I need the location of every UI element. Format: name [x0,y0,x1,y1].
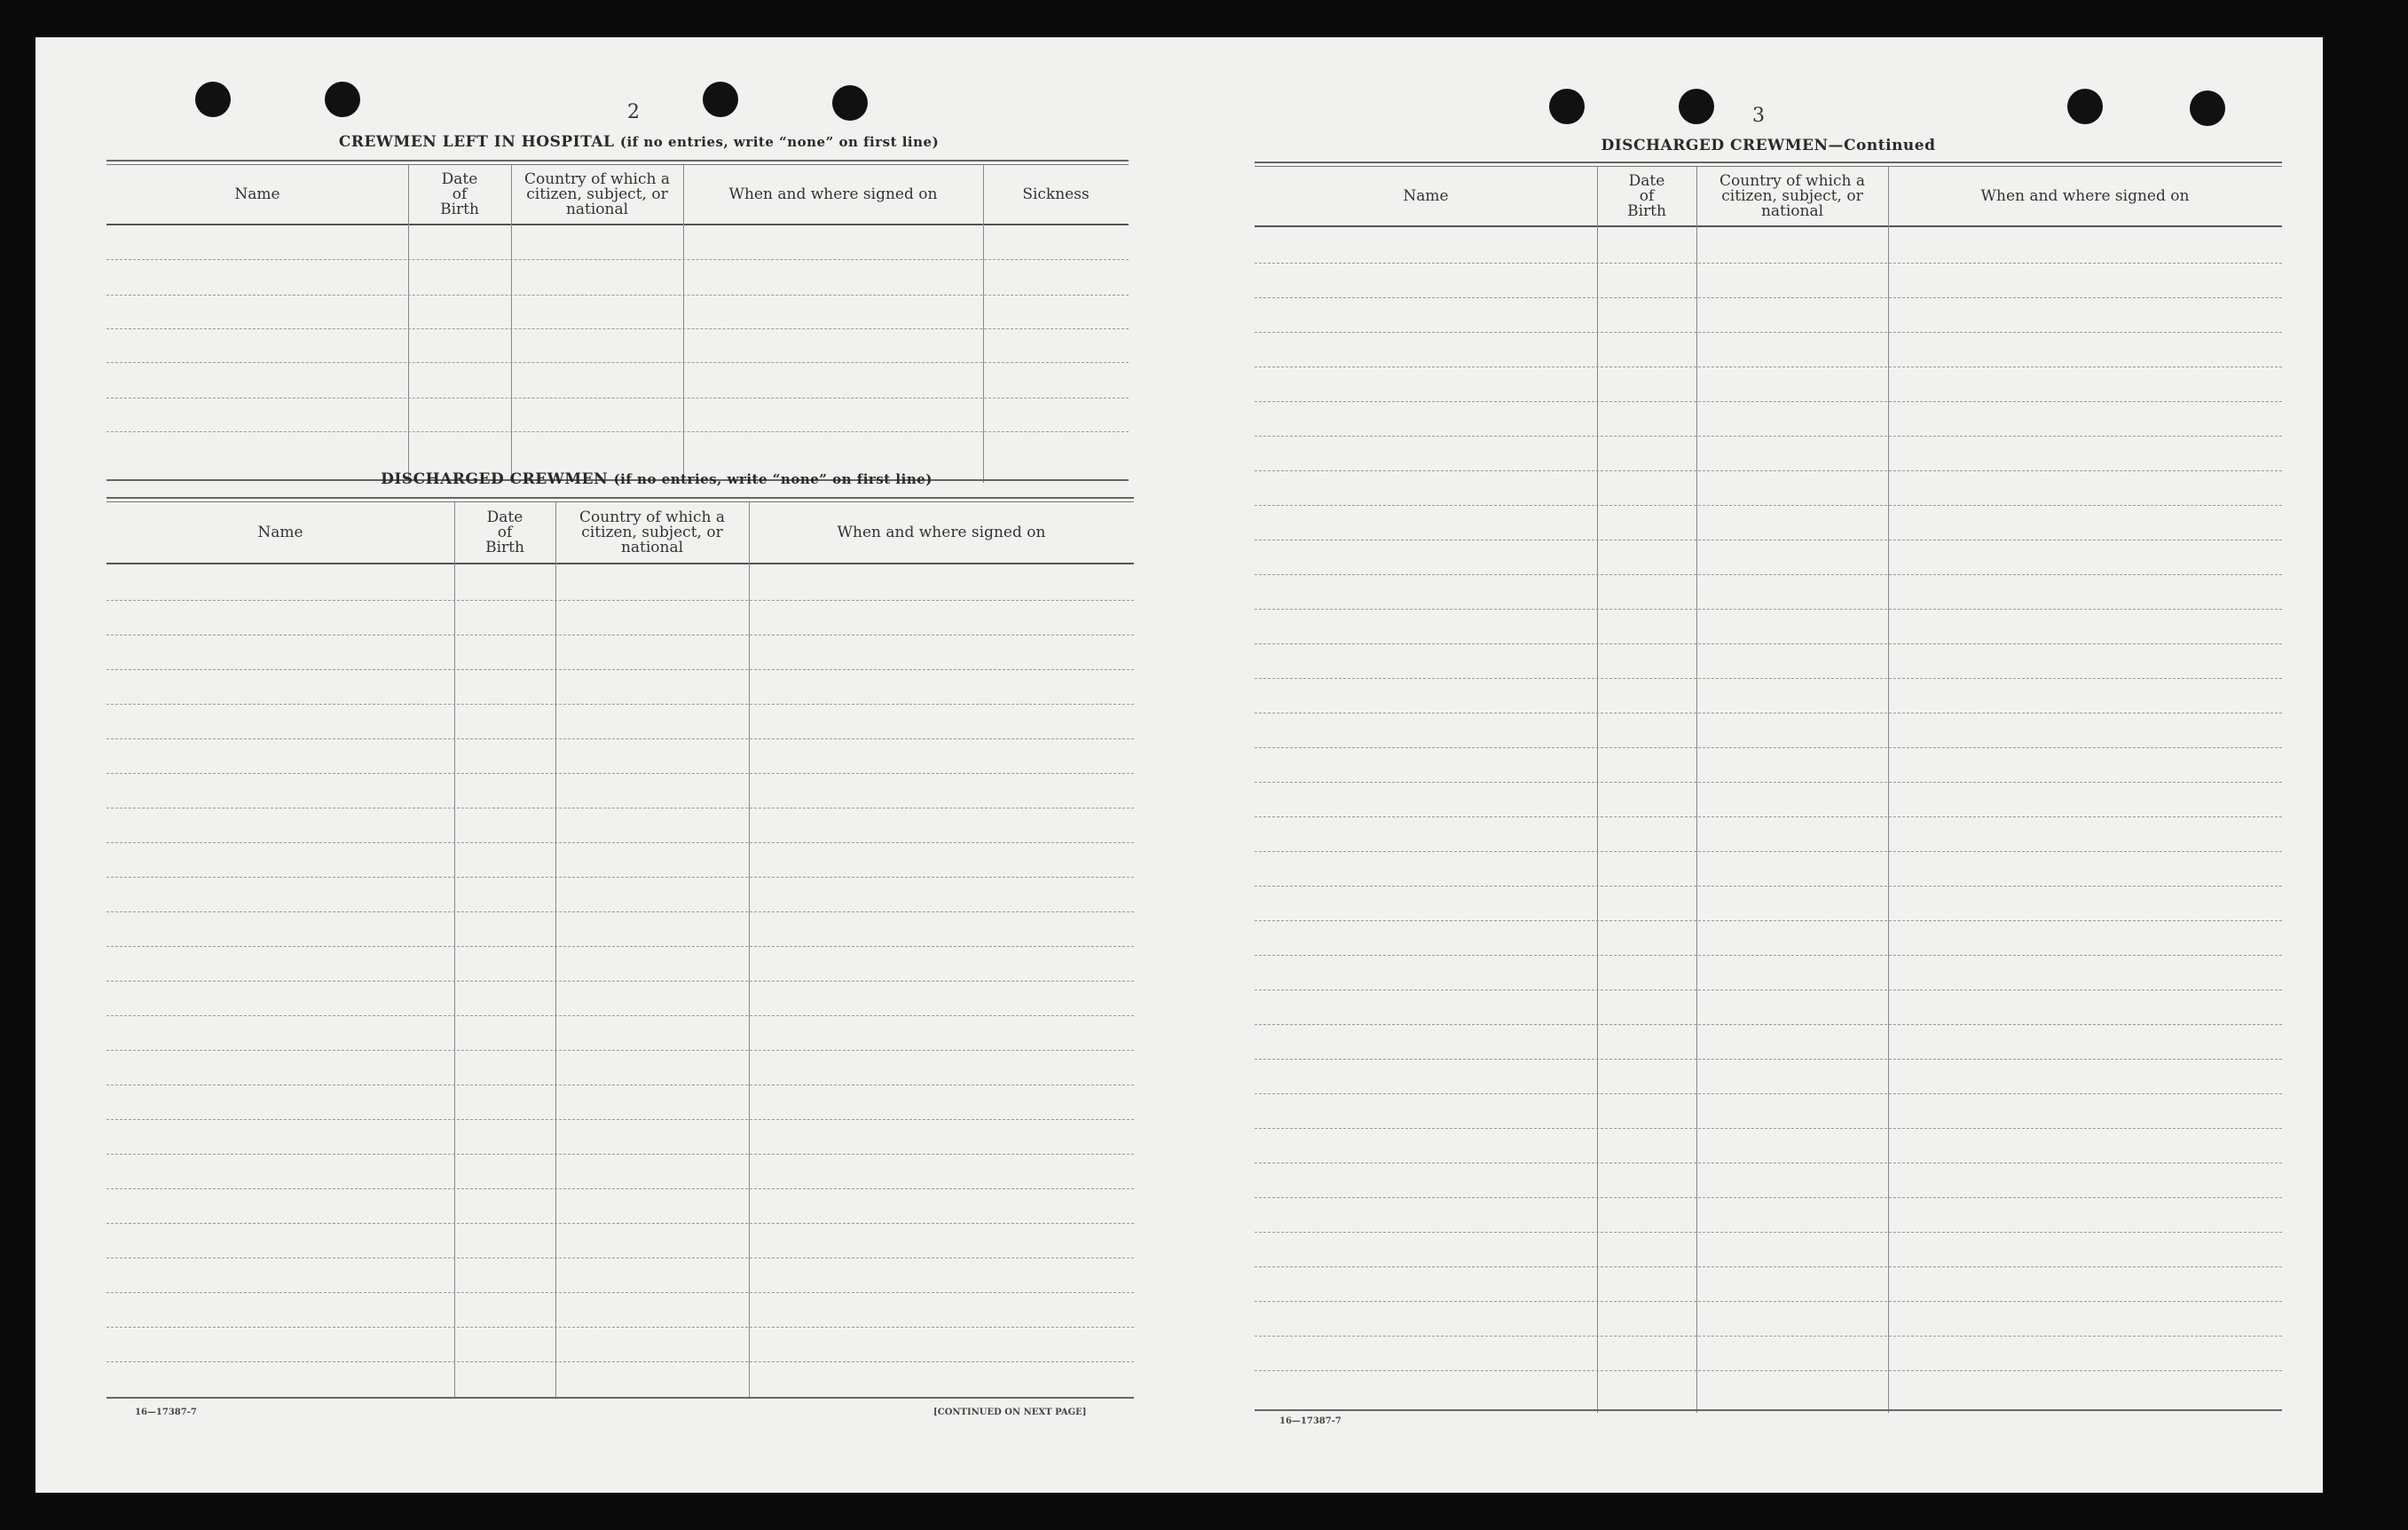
table-row[interactable] [106,704,1134,705]
table-row[interactable] [1255,1336,2282,1337]
table-row[interactable] [1255,782,2282,783]
column-header-signed-on: When and where signed on [1980,186,2190,205]
table-row[interactable] [106,911,1134,912]
right-form-number: 16—17387-7 [1279,1416,1342,1426]
table-row[interactable] [1255,816,2282,817]
table-row[interactable] [1255,609,2282,610]
left-form-number: 16—17387-7 [135,1408,197,1417]
table-row[interactable] [1255,1370,2282,1371]
table-row[interactable] [106,1154,1134,1155]
table-row[interactable] [106,295,1129,296]
hospital-section-title: CREWMEN LEFT IN HOSPITAL (if no entries, write “none” on first line) [338,133,940,151]
hospital-table [106,160,1129,483]
table-row[interactable] [1255,1024,2282,1025]
table-row[interactable] [106,877,1134,878]
table-row[interactable] [1255,886,2282,887]
punch-hole [1679,89,1714,124]
continued-note: [CONTINUED ON NEXT PAGE] [933,1408,1087,1417]
left-page-number: 2 [627,101,640,123]
table-row[interactable] [106,842,1134,843]
table-row[interactable] [1255,1059,2282,1060]
table-row[interactable] [106,773,1134,774]
column-header-signed-on: When and where signed on [728,185,938,203]
table-row[interactable] [1255,1232,2282,1233]
table-row[interactable] [106,1015,1134,1016]
table-row[interactable] [1255,505,2282,506]
column-header-date-of-birth: Date of Birth [485,508,524,556]
table-row[interactable] [106,1327,1134,1328]
punch-hole [1549,89,1585,124]
column-header-date-of-birth: Date of Birth [440,170,479,218]
table-row[interactable] [106,1119,1134,1120]
table-row[interactable] [1255,401,2282,402]
table-row[interactable] [106,328,1129,329]
discharged-section-title: DISCHARGED CREWMEN (if no entries, write “none” on first line) [381,470,933,488]
table-row[interactable] [1255,436,2282,437]
column-header-name: Name [234,185,280,203]
document-sheet [35,37,2323,1493]
column-header-name: Name [257,523,303,541]
table-row[interactable] [1255,1197,2282,1198]
punch-hole [703,82,738,117]
table-row[interactable] [106,669,1134,670]
table-row[interactable] [1255,263,2282,264]
column-header-date-of-birth: Date of Birth [1627,171,1666,220]
table-row[interactable] [106,1361,1134,1362]
table-row[interactable] [106,946,1134,947]
table-row[interactable] [1255,574,2282,575]
discharged-table-right [1255,162,2282,1415]
table-row[interactable] [1255,1266,2282,1267]
table-row[interactable] [106,600,1134,601]
table-row[interactable] [106,1292,1134,1293]
table-row[interactable] [1255,1093,2282,1094]
discharged-continued-title: DISCHARGED CREWMEN—Continued [1601,137,1936,154]
table-row[interactable] [106,1050,1134,1051]
table-row[interactable] [1255,747,2282,748]
table-row[interactable] [1255,1301,2282,1302]
punch-hole [832,85,868,121]
table-row[interactable] [106,1084,1134,1085]
table-row[interactable] [1255,678,2282,679]
table-row[interactable] [106,431,1129,432]
table-row[interactable] [1255,955,2282,956]
punch-hole [325,82,360,117]
column-header-country: Country of which a citizen, subject, or national [1719,171,1865,220]
table-row[interactable] [106,1188,1134,1189]
column-header-sickness: Sickness [1022,185,1090,203]
column-header-signed-on: When and where signed on [837,523,1046,541]
table-row[interactable] [1255,1128,2282,1129]
punch-hole [195,82,231,117]
discharged-table-left [106,497,1134,1402]
table-row[interactable] [1255,920,2282,921]
table-row[interactable] [1255,332,2282,333]
table-row[interactable] [106,738,1134,739]
table-row[interactable] [106,1223,1134,1224]
table-row[interactable] [106,981,1134,982]
table-row[interactable] [1255,470,2282,471]
column-header-country: Country of which a citizen, subject, or national [524,170,670,218]
punch-hole [2067,89,2103,124]
column-header-country: Country of which a citizen, subject, or national [579,508,725,556]
table-row[interactable] [1255,643,2282,644]
right-page-number: 3 [1752,105,1765,127]
punch-hole [2190,91,2225,126]
column-header-name: Name [1403,186,1449,205]
table-row[interactable] [1255,851,2282,852]
table-row[interactable] [1255,713,2282,714]
table-row[interactable] [106,259,1129,260]
table-row[interactable] [1255,297,2282,298]
table-row[interactable] [106,362,1129,363]
